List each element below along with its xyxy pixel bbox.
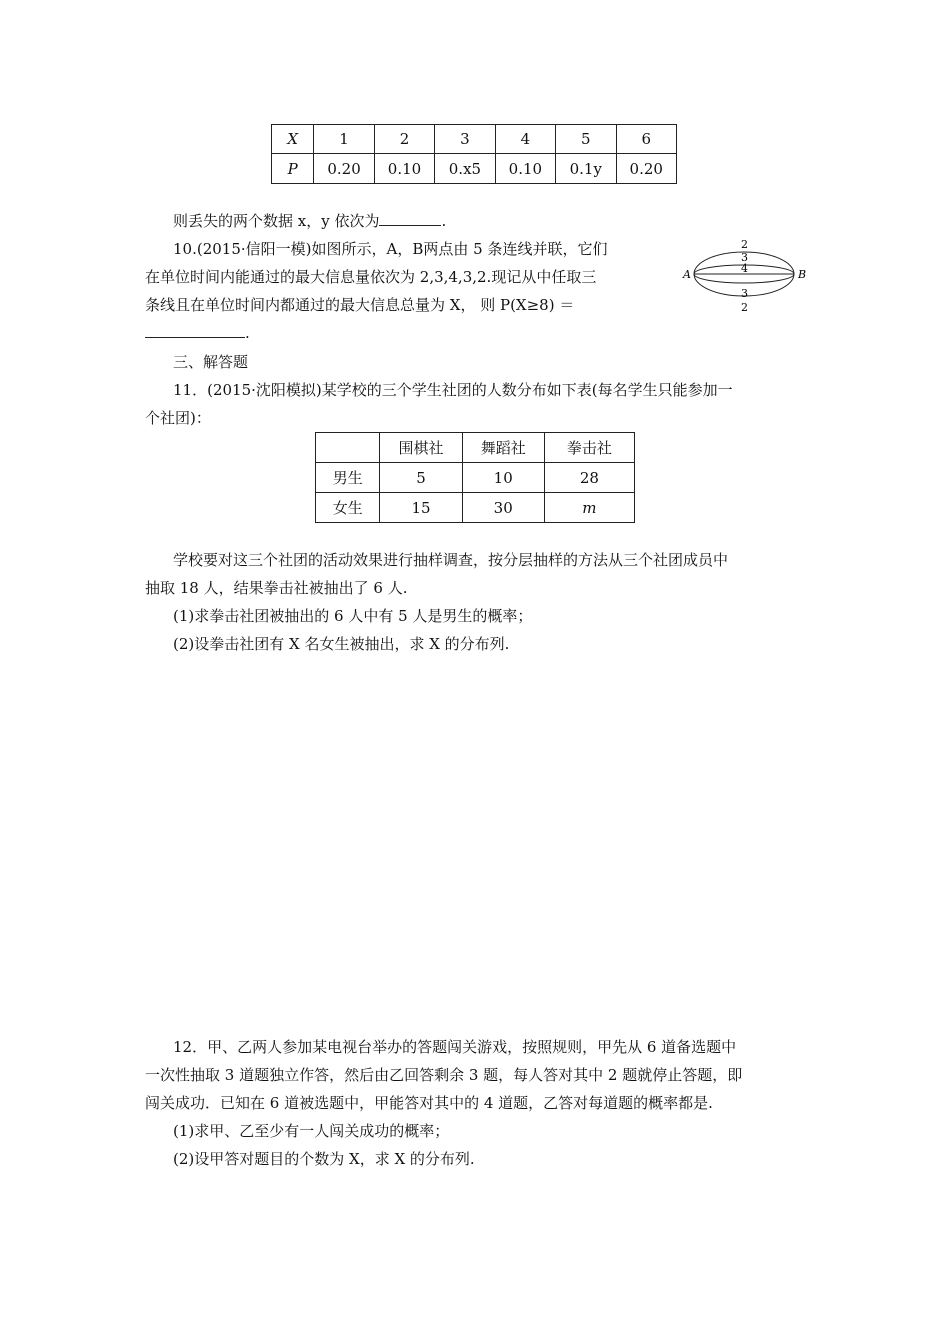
q12-line-3: 闯关成功．已知在 6 道被选题中，甲能答对其中的 4 道题，乙答对每道题的概率都是. xyxy=(145,1094,713,1112)
table-cell: 0.x5 xyxy=(435,154,495,184)
table-cell xyxy=(316,433,380,463)
q11-subquestion-2: (2)设拳击社团有 X 名女生被抽出，求 X 的分布列. xyxy=(173,635,510,653)
table-cell: 0.1y xyxy=(556,154,616,184)
table-cell: 28 xyxy=(544,463,634,493)
table-cell: 5 xyxy=(380,463,462,493)
q12-subquestion-2: (2)设甲答对题目的个数为 X，求 X 的分布列. xyxy=(173,1150,475,1168)
table-cell: 4 xyxy=(495,125,555,154)
point-b-label: B xyxy=(798,268,807,281)
q11-paragraph-1: 学校要对这三个社团的活动效果进行抽样调查，按分层抽样的方法从三个社团成员中 xyxy=(173,551,729,569)
q10-end: . xyxy=(245,324,250,342)
table-row xyxy=(272,154,677,184)
table-cell: 15 xyxy=(380,493,462,523)
table-row xyxy=(316,493,635,523)
q10-line-4 xyxy=(145,322,250,344)
answer-blank xyxy=(379,211,441,226)
table-cell: 30 xyxy=(462,493,544,523)
q12-subquestion-1: (1)求甲、乙至少有一人闯关成功的概率； xyxy=(173,1122,450,1140)
line-label: 3 xyxy=(741,287,748,300)
q10-line-1: 10.(2015·信阳一模)如图所示，A，B两点由 5 条连线并联，它们 xyxy=(173,240,608,258)
table-cell: 5 xyxy=(556,125,616,154)
q11-line-1: 11．(2015·沈阳模拟)某学校的三个学生社团的人数分布如下表(每名学生只能参加一 xyxy=(173,381,733,399)
q11-paragraph-2: 抽取 18 人，结果拳击社被抽出了 6 人. xyxy=(145,579,408,597)
table-cell: 拳击社 xyxy=(544,433,634,463)
line-label: 2 xyxy=(741,238,748,251)
table-cell: 女生 xyxy=(316,493,380,523)
table-cell: 10 xyxy=(462,463,544,493)
q10-line-3: 条线且在单位时间内都通过的最大信息总量为 X， 则 P(X≥8) ＝ xyxy=(145,296,575,314)
point-a-label: A xyxy=(683,268,691,281)
table-row xyxy=(316,463,635,493)
q11-line-2: 个社团)： xyxy=(145,409,211,427)
table-cell: 0.10 xyxy=(495,154,555,184)
line-label: 2 xyxy=(741,301,748,314)
q12-line-1: 12．甲、乙两人参加某电视台举办的答题闯关游戏，按照规则，甲先从 6 道备选题中 xyxy=(173,1038,737,1056)
distribution-table xyxy=(271,124,677,184)
table-cell: 1 xyxy=(314,125,374,154)
q12-line-2: 一次性抽取 3 道题独立作答，然后由乙回答剩余 3 题，每人答对其中 2 题就停止答题，即 xyxy=(145,1066,743,1084)
q10-line-2: 在单位时间内能通过的最大信息量依次为 2,3,4,3,2.现记从中任取三 xyxy=(145,268,597,286)
table-cell: 男生 xyxy=(316,463,380,493)
table-cell: 0.20 xyxy=(616,154,677,184)
answer-blank xyxy=(145,323,245,338)
table-cell: 舞蹈社 xyxy=(462,433,544,463)
table-row xyxy=(316,433,635,463)
table-cell: P xyxy=(272,154,314,184)
table-cell: 6 xyxy=(616,125,677,154)
q11-subquestion-1: (1)求拳击社团被抽出的 6 人中有 5 人是男生的概率； xyxy=(173,607,533,625)
section-heading: 三、解答题 xyxy=(173,353,249,371)
parallel-lines-diagram xyxy=(680,236,810,318)
table-cell: 0.10 xyxy=(374,154,434,184)
table-row xyxy=(272,125,677,154)
table-cell: 2 xyxy=(374,125,434,154)
table-cell: 围棋社 xyxy=(380,433,462,463)
line-label: 4 xyxy=(741,262,748,275)
q9-end: . xyxy=(441,212,447,230)
table-cell: X xyxy=(272,125,314,154)
club-table xyxy=(315,432,635,523)
q9-answer-line xyxy=(173,210,446,232)
q9-text: 则丢失的两个数据 x，y 依次为 xyxy=(173,212,380,230)
line-label: 3 xyxy=(741,251,748,264)
table-cell: 3 xyxy=(435,125,495,154)
table-cell: 0.20 xyxy=(314,154,374,184)
table-cell: m xyxy=(544,493,634,523)
